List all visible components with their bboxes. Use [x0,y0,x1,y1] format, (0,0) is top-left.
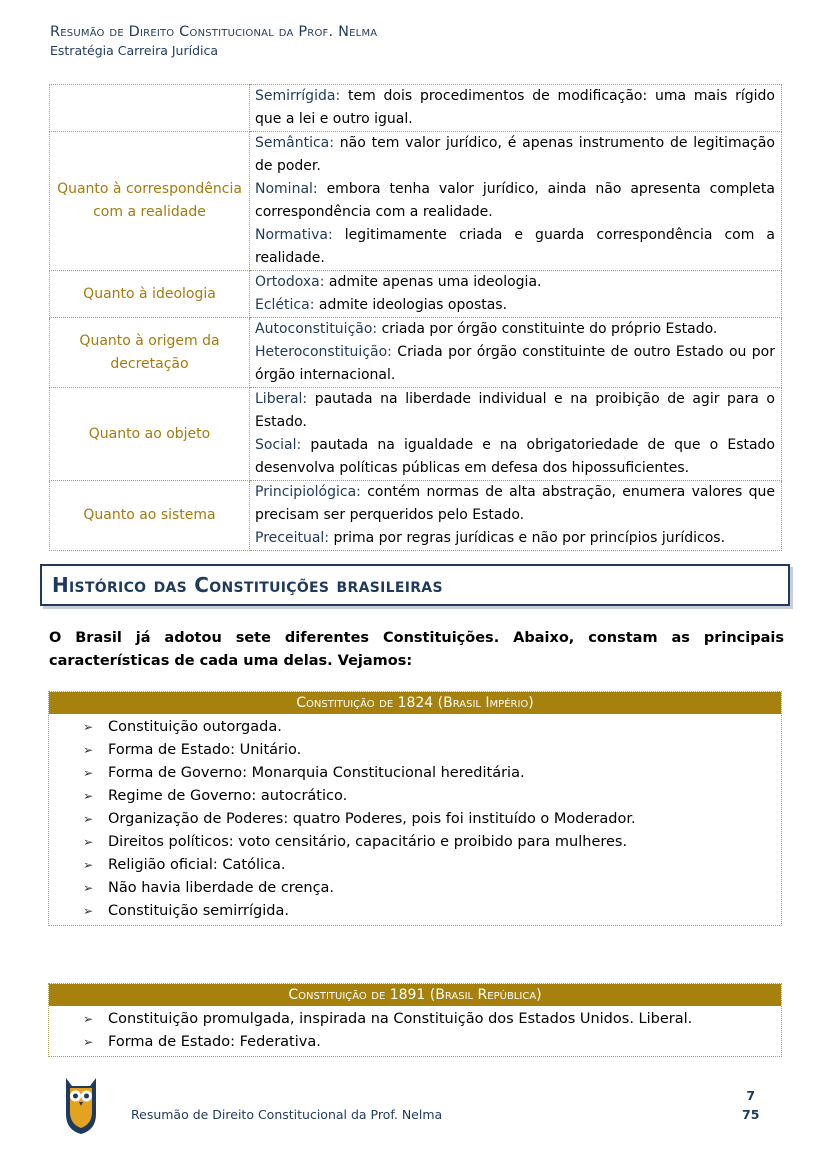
classification-text: pautada na liberdade individual e na proibição de agir para o Estado. [255,391,775,430]
classification-row [50,271,782,318]
page-header [50,24,377,58]
classification-term: Ortodoxa [255,274,320,290]
classification-term: Heteroconstituição [255,344,388,360]
classification-text: contém normas de alta abstração, enumera valores que precisam ser perqueridos pelo Estado. [255,484,775,523]
constitution-title: Constituição de 1824 (Brasil Império) [49,692,781,714]
classification-item: Ortodoxa: admite apenas uma ideologia. [255,274,542,290]
classification-table [49,84,782,551]
constitution-list [49,714,781,925]
classification-description [250,85,782,132]
list-item [83,785,781,808]
classification-text: prima por regras jurídicas e não por princípios jurídicos. [333,530,726,546]
list-item [83,716,781,739]
arrow-bullet-icon: ➢ [83,743,94,757]
list-item-text: Forma de Estado: Unitário. [108,742,302,758]
list-item-text: Organização de Poderes: quatro Poderes, pois foi instituído o Moderador. [108,811,636,827]
classification-description [250,318,782,388]
classification-row [50,388,782,481]
list-item [83,1008,781,1031]
section-heading [40,564,790,606]
arrow-bullet-icon: ➢ [83,835,94,849]
list-item-text: Não havia liberdade de crença. [108,880,335,896]
classification-term: Preceitual [255,530,325,546]
list-item [83,854,781,877]
intro-paragraph: O Brasil já adotou sete diferentes Constituições. Abaixo, constam as principais características de cada uma delas. Vejamos: [49,630,784,669]
list-item-text: Constituição semirrígida. [108,903,289,919]
classification-item: Semântica: não tem valor jurídico, é apenas instrumento de legitimação de poder. [255,135,775,174]
classification-text: legitimamente criada e guarda correspondência com a realidade. [255,227,776,266]
arrow-bullet-icon: ➢ [83,766,94,780]
classification-text: tem dois procedimentos de modificação: uma mais rígido que a lei e outro igual. [255,88,775,127]
classification-description [250,271,782,318]
section-title: Histórico das Constituições brasileiras [52,573,443,597]
constitution-title: Constituição de 1891 (Brasil República) [49,984,781,1006]
list-item-text: Forma de Estado: Federativa. [108,1034,321,1050]
classification-item: Normativa: legitimamente criada e guarda correspondência com a realidade. [255,227,776,266]
classification-item: Semirrígida: tem dois procedimentos de modificação: uma mais rígido que a lei e outro igual. [255,88,775,127]
classification-item: Liberal: pautada na liberdade individual e na proibição de agir para o Estado. [255,391,775,430]
list-item-text: Direitos políticos: voto censitário, capacitário e proibido para mulheres. [108,834,628,850]
classification-term: Eclética [255,297,310,313]
owl-logo-icon [60,1074,102,1140]
classification-term: Principiológica [255,484,357,500]
classification-term: Liberal [255,391,303,407]
classification-category: Quanto ao objeto [50,388,250,481]
classification-item: Social: pautada na igualdade e na obrigatoriedade de que o Estado desenvolva políticas públicas em defesa dos hipossuficientes. [255,437,776,476]
classification-item: Nominal: embora tenha valor jurídico, ainda não apresenta completa correspondência com a realidade. [255,181,775,220]
classification-term: Semirrígida [255,88,336,104]
list-item-text: Religião oficial: Católica. [108,857,286,873]
arrow-bullet-icon: ➢ [83,881,94,895]
classification-item: Autoconstituição: criada por órgão constituinte do próprio Estado. [255,321,718,337]
classification-text: não tem valor jurídico, é apenas instrumento de legitimação de poder. [255,135,775,174]
constitution-box-1824 [48,691,782,926]
classification-item: Preceitual: prima por regras jurídicas e não por princípios jurídicos. [255,530,726,546]
classification-text: Criada por órgão constituinte de outro Estado ou por órgão internacional. [255,344,776,383]
classification-description [250,132,782,271]
classification-text: criada por órgão constituinte do próprio Estado. [381,321,718,337]
list-item [83,762,781,785]
list-item-text: Constituição outorgada. [108,719,282,735]
total-pages: 75 [742,1107,760,1122]
current-page: 7 [746,1088,756,1103]
classification-description [250,388,782,481]
arrow-bullet-icon: ➢ [83,858,94,872]
page-number [742,1086,759,1124]
classification-term: Semântica [255,135,330,151]
list-item [83,831,781,854]
classification-text: admite ideologias opostas. [318,297,508,313]
arrow-bullet-icon: ➢ [83,1035,94,1049]
list-item [83,1031,781,1054]
constitution-box-1891 [48,983,782,1057]
list-item-text: Constituição promulgada, inspirada na Constituição dos Estados Unidos. Liberal. [108,1011,693,1027]
classification-category [50,85,250,132]
classification-row [50,132,782,271]
constitution-list [49,1006,781,1056]
classification-row [50,85,782,132]
classification-row [50,481,782,551]
list-item [83,808,781,831]
classification-item: Principiológica: contém normas de alta abstração, enumera valores que precisam ser perqueridos pelo Estado. [255,484,775,523]
document-subtitle: Estratégia Carreira Jurídica [50,43,219,58]
footer-text: Resumão de Direito Constitucional da Prof. Nelma [131,1107,443,1122]
document-title: Resumão de Direito Constitucional da Prof. Nelma [50,24,378,40]
classification-text: admite apenas uma ideologia. [328,274,542,290]
list-item [83,877,781,900]
arrow-bullet-icon: ➢ [83,720,94,734]
classification-term: Autoconstituição [255,321,373,337]
list-item [83,900,781,923]
classification-text: pautada na igualdade e na obrigatoriedade de que o Estado desenvolva políticas públicas em defesa dos hipossuficientes. [255,437,776,476]
list-item [83,739,781,762]
arrow-bullet-icon: ➢ [83,789,94,803]
classification-category: Quanto à origem da decretação [50,318,250,388]
list-item-text: Forma de Governo: Monarquia Constitucional hereditária. [108,765,525,781]
classification-category: Quanto ao sistema [50,481,250,551]
classification-item: Heteroconstituição: Criada por órgão constituinte de outro Estado ou por órgão internacional. [255,344,776,383]
classification-category: Quanto à correspondência com a realidade [50,132,250,271]
classification-term: Nominal [255,181,313,197]
classification-category: Quanto à ideologia [50,271,250,318]
classification-text: embora tenha valor jurídico, ainda não apresenta completa correspondência com a realidade. [255,181,775,220]
classification-term: Normativa [255,227,329,243]
classification-term: Social [255,437,297,453]
arrow-bullet-icon: ➢ [83,1012,94,1026]
arrow-bullet-icon: ➢ [83,812,94,826]
classification-row [50,318,782,388]
classification-item: Eclética: admite ideologias opostas. [255,297,508,313]
arrow-bullet-icon: ➢ [83,904,94,918]
list-item-text: Regime de Governo: autocrático. [108,788,348,804]
classification-description [250,481,782,551]
